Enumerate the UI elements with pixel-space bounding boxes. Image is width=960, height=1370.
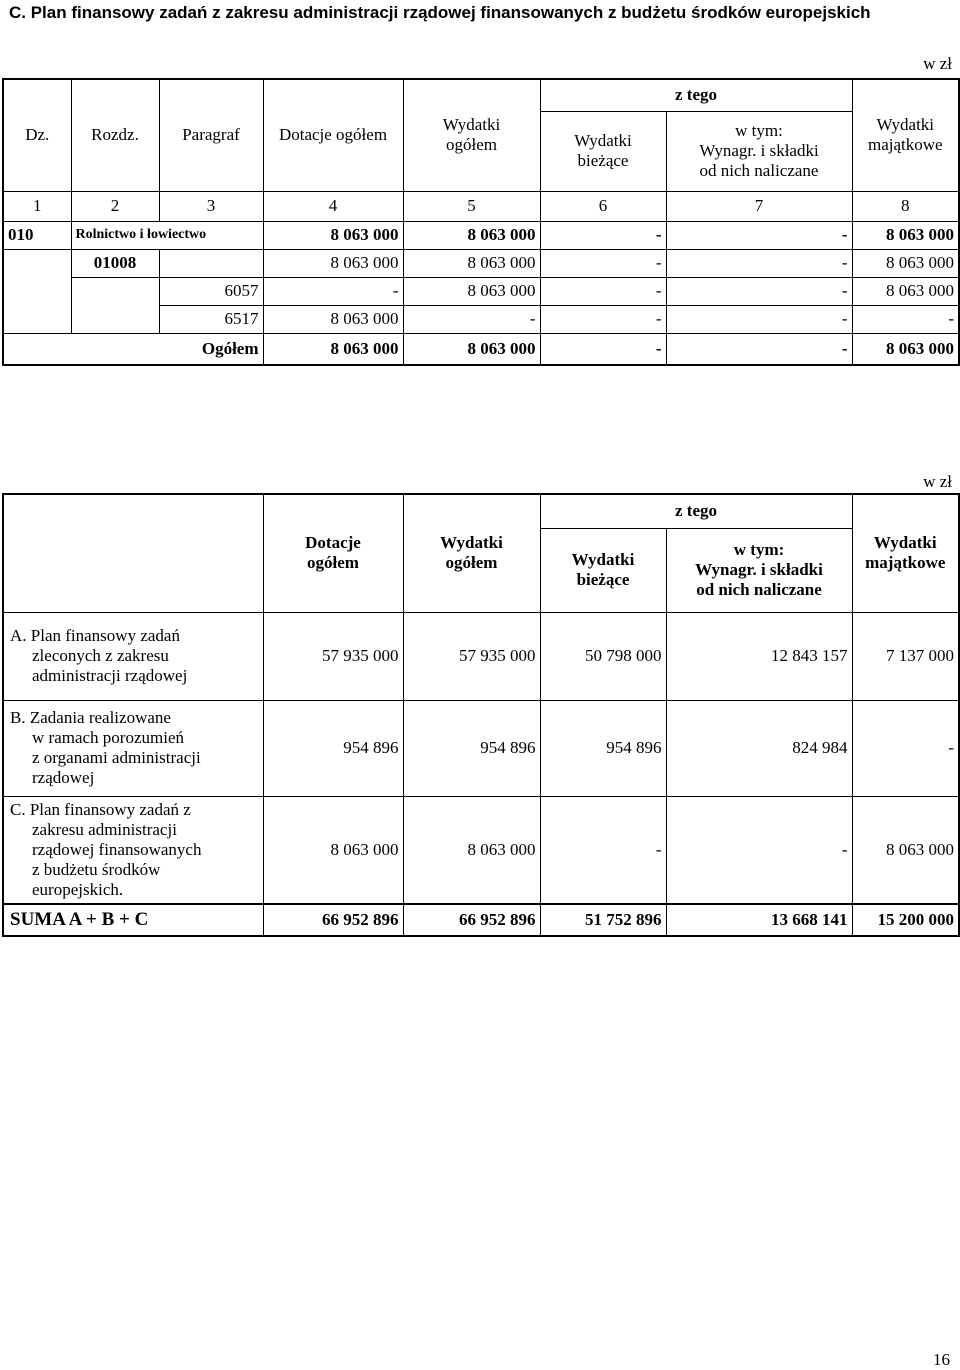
- row-label-line: rządowej finansowanych: [32, 839, 202, 859]
- cell-wynagr: -: [666, 333, 852, 365]
- cell-paragraf: 6057: [159, 277, 263, 305]
- table-row-c: [3, 796, 959, 904]
- page-number: 16: [933, 1350, 950, 1369]
- cell-dotacje: 8 063 000: [263, 796, 403, 904]
- row-label-line: rządowej: [32, 768, 95, 787]
- cell-total-label: Ogółem: [3, 333, 263, 365]
- cell-biezace: -: [540, 796, 666, 904]
- header-majatkowe-line1: Wydatki: [876, 115, 935, 135]
- cell-majatkowe: -: [852, 305, 959, 333]
- cell-dotacje: 8 063 000: [263, 333, 403, 365]
- header-wydatki-ogolem-line2: ogółem: [446, 135, 497, 155]
- header-wydatki-ogolem-line1: Wydatki: [442, 115, 501, 135]
- cell-wydatki: 66 952 896: [403, 904, 540, 936]
- cell-wynagr: 12 843 157: [666, 612, 852, 700]
- cell-biezace: 50 798 000: [540, 612, 666, 700]
- row-label-line: zleconych z zakresu: [32, 646, 169, 665]
- unit-label-1: w zł: [923, 54, 952, 73]
- header-z-tego: z tego: [540, 79, 852, 111]
- header-w-tym: w tym:: [735, 121, 783, 140]
- cell-majatkowe: 8 063 000: [852, 333, 959, 365]
- cell-wynagr: -: [666, 277, 852, 305]
- allocation-table: [2, 78, 960, 366]
- header-wydatki-line1: Wydatki: [440, 533, 503, 553]
- table-row-sum: [3, 904, 959, 936]
- col-number: 8: [852, 191, 959, 221]
- row-label-b: [3, 700, 263, 796]
- header-w-tym: w tym:: [733, 540, 785, 559]
- header-wydatki-line2: ogółem: [445, 553, 498, 573]
- row-label-line: C. Plan finansowy zadań z: [10, 799, 191, 819]
- cell-wynagr: -: [666, 221, 852, 249]
- cell-wydatki: 57 935 000: [403, 612, 540, 700]
- cell-biezace: -: [540, 249, 666, 277]
- cell-biezace: 954 896: [540, 700, 666, 796]
- cell-majatkowe: 8 063 000: [852, 277, 959, 305]
- cell-biezace: -: [540, 277, 666, 305]
- cell-dotacje: 954 896: [263, 700, 403, 796]
- col-number: 1: [3, 191, 71, 221]
- header-biezace: [540, 111, 666, 191]
- cell-dotacje: 57 935 000: [263, 612, 403, 700]
- cell-wynagr: 824 984: [666, 700, 852, 796]
- cell-wydatki: 8 063 000: [403, 333, 540, 365]
- cell-biezace: -: [540, 221, 666, 249]
- row-label-line: z budżetu środków: [32, 859, 161, 879]
- header-wynagr-line1: Wynagr. i składki: [695, 560, 823, 579]
- header-wynagr-line1: Wynagr. i składki: [699, 141, 819, 160]
- cell-empty: [159, 249, 263, 277]
- cell-wynagr: -: [666, 796, 852, 904]
- header-biezace-line2: bieżące: [576, 570, 630, 589]
- unit-label-2: w zł: [923, 472, 952, 491]
- cell-majatkowe: 8 063 000: [852, 796, 959, 904]
- header-majatkowe-line1: Wydatki: [873, 533, 937, 553]
- row-label-line: B. Zadania realizowane: [10, 708, 171, 727]
- table-row-b: [3, 700, 959, 796]
- cell-dotacje: 66 952 896: [263, 904, 403, 936]
- header-wynagr: [666, 111, 852, 191]
- cell-wydatki: 8 063 000: [403, 221, 540, 249]
- header-rozdz: Rozdz.: [71, 79, 159, 191]
- cell-dz: 010: [3, 221, 71, 249]
- summary-table: [2, 493, 960, 937]
- header-biezace-line2: bieżące: [577, 151, 629, 170]
- cell-dotacje: 8 063 000: [263, 249, 403, 277]
- cell-wydatki: -: [403, 305, 540, 333]
- cell-sum-label: SUMA A + B + C: [3, 904, 263, 936]
- cell-dotacje: -: [263, 277, 403, 305]
- cell-majatkowe: 8 063 000: [852, 221, 959, 249]
- col-number: 5: [403, 191, 540, 221]
- cell-empty: [3, 249, 71, 333]
- row-label-line: europejskich.: [32, 879, 124, 899]
- header-majatkowe: [852, 79, 959, 191]
- cell-majatkowe: 15 200 000: [852, 904, 959, 936]
- cell-majatkowe: 8 063 000: [852, 249, 959, 277]
- header-wynagr-line2: od nich naliczane: [699, 161, 819, 180]
- cell-dotacje: 8 063 000: [263, 305, 403, 333]
- row-label-line: z organami administracji: [32, 748, 201, 767]
- header-wynagr: [666, 528, 852, 612]
- cell-wydatki: 954 896: [403, 700, 540, 796]
- row-label-line: w ramach porozumień: [32, 728, 184, 747]
- header-wydatki-ogolem: [403, 494, 540, 612]
- cell-dzial-name: Rolnictwo i łowiectwo: [71, 221, 263, 249]
- col-number: 3: [159, 191, 263, 221]
- cell-biezace: -: [540, 333, 666, 365]
- header-dotacje: Dotacje ogółem: [263, 79, 403, 191]
- header-majatkowe-line2: majątkowe: [867, 135, 943, 155]
- row-label-c: [3, 796, 263, 904]
- table-row-rozdzial: [3, 249, 959, 277]
- table-row-a: [3, 612, 959, 700]
- col-number: 4: [263, 191, 403, 221]
- table-row-paragraf: [3, 277, 959, 305]
- cell-wydatki: 8 063 000: [403, 249, 540, 277]
- header-biezace-line1: Wydatki: [574, 131, 632, 150]
- col-number: 6: [540, 191, 666, 221]
- cell-paragraf: 6517: [159, 305, 263, 333]
- col-number: 2: [71, 191, 159, 221]
- cell-rozdz: 01008: [71, 249, 159, 277]
- cell-majatkowe: -: [852, 700, 959, 796]
- cell-empty: [71, 277, 159, 333]
- cell-wydatki: 8 063 000: [403, 796, 540, 904]
- header-majatkowe-line2: majątkowe: [865, 553, 946, 573]
- col-number: 7: [666, 191, 852, 221]
- document-heading: C. Plan finansowy zadań z zakresu administracji rządowej finansowanych z budżetu środków europejskich: [9, 3, 871, 22]
- header-dotacje: [263, 494, 403, 612]
- table-row-dzial: [3, 221, 959, 249]
- column-numbers-row: [3, 191, 959, 221]
- cell-wydatki: 8 063 000: [403, 277, 540, 305]
- header-biezace: [540, 528, 666, 612]
- header-majatkowe: [852, 494, 959, 612]
- header-paragraf: Paragraf: [159, 79, 263, 191]
- row-label-a: [3, 612, 263, 700]
- cell-dotacje: 8 063 000: [263, 221, 403, 249]
- header-biezace-line1: Wydatki: [571, 550, 635, 569]
- cell-majatkowe: 7 137 000: [852, 612, 959, 700]
- cell-biezace: 51 752 896: [540, 904, 666, 936]
- header-dz: Dz.: [3, 79, 71, 191]
- header-dotacje-line2: ogółem: [307, 553, 359, 573]
- row-label-line: zakresu administracji: [32, 819, 177, 839]
- header-z-tego: z tego: [540, 494, 852, 528]
- cell-wynagr: -: [666, 305, 852, 333]
- row-label-line: administracji rządowej: [32, 666, 188, 685]
- cell-wynagr: -: [666, 249, 852, 277]
- cell-wynagr: 13 668 141: [666, 904, 852, 936]
- header-wydatki-ogolem: [403, 79, 540, 191]
- row-label-line: A. Plan finansowy zadań: [10, 626, 180, 645]
- header-empty: [3, 494, 263, 612]
- header-wynagr-line2: od nich naliczane: [696, 580, 822, 599]
- table-row-total: [3, 333, 959, 365]
- header-dotacje-line1: Dotacje: [305, 533, 361, 553]
- cell-biezace: -: [540, 305, 666, 333]
